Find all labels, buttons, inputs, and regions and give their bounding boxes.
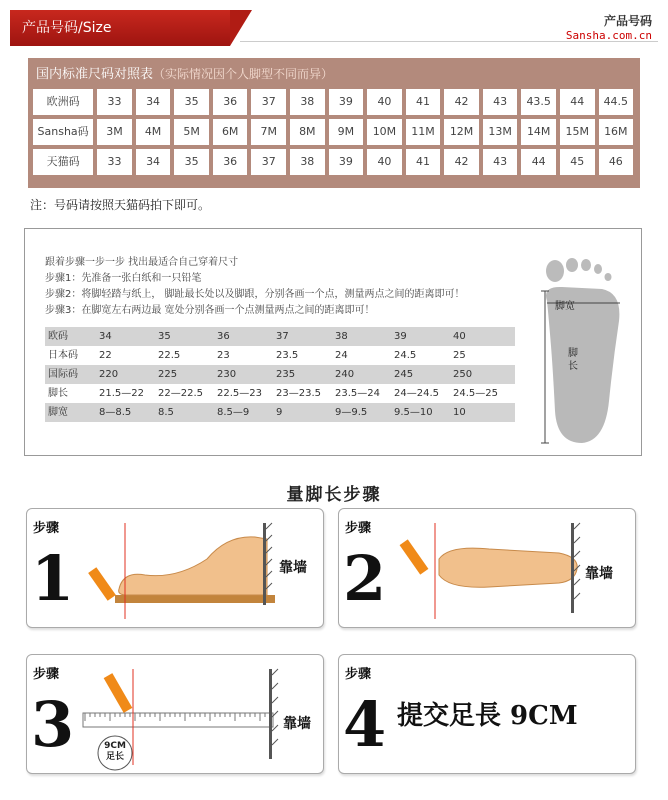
size-cell: 35: [173, 88, 210, 116]
foot-size-cell: 35: [158, 331, 171, 342]
size-cell: 35: [173, 148, 210, 176]
steps-title: 量脚长步骤: [286, 485, 382, 505]
size-cell: 5M: [173, 118, 210, 146]
size-cell: 41: [405, 148, 442, 176]
size-cell: 39: [328, 148, 365, 176]
size-cell: 11M: [405, 118, 442, 146]
foot-size-cell: 37: [276, 331, 289, 342]
size-cell: 43: [482, 88, 519, 116]
foot-size-cell: 23: [217, 350, 230, 361]
foot-size-row: [45, 327, 515, 346]
size-cell: 33: [96, 148, 133, 176]
foot-size-cell: 220: [99, 369, 119, 380]
size-cell: 4M: [135, 118, 172, 146]
size-row: [32, 88, 636, 116]
step-3-number: 3: [31, 688, 75, 761]
foot-size-cell: 240: [335, 369, 355, 380]
foot-size-row: [45, 384, 515, 403]
foot-size-row-label: 日本码: [48, 350, 78, 361]
size-cell: 13M: [482, 118, 519, 146]
foot-size-cell: 225: [158, 369, 178, 380]
foot-size-cell: 24.5—25: [453, 388, 498, 399]
size-row-label: 天猫码: [32, 148, 94, 176]
foot-size-row-label: 脚宽: [48, 407, 68, 418]
size-note: 注：号码请按照天猫码拍下即可。: [30, 198, 211, 212]
brand-block: [566, 12, 652, 42]
instruction-line: 步骤1：先准备一张白纸和一只铅笔: [45, 273, 202, 284]
size-cell: 16M: [598, 118, 635, 146]
size-cell: 42: [443, 88, 480, 116]
foot-size-row-label: 国际码: [48, 369, 78, 380]
foot-size-cell: 39: [394, 331, 407, 342]
size-cell: 39: [328, 88, 365, 116]
foot-size-cell: 25: [453, 350, 466, 361]
step-3-badge: [103, 741, 127, 763]
size-cell: 3M: [96, 118, 133, 146]
foot-size-cell: 8.5—9: [217, 407, 250, 418]
step-4-card: [338, 654, 636, 774]
foot-size-cell: 22.5: [158, 350, 181, 361]
step-3-label: 步骤: [33, 667, 60, 682]
measure-instructions: [45, 255, 465, 319]
foot-size-cell: 9: [276, 407, 283, 418]
step-1-wall-label: 靠墙: [279, 560, 307, 576]
foot-size-cell: 22: [99, 350, 112, 361]
foot-size-cell: 10: [453, 407, 466, 418]
size-cell: 10M: [366, 118, 403, 146]
instruction-line: 步骤3：在脚宽左右两边最 宽处分别各画一个点测量两点之间的距离即可！: [45, 305, 375, 316]
step-2-label: 步骤: [345, 521, 372, 536]
size-chart-rows: [32, 88, 636, 176]
instruction-line: 跟着步骤一步一步 找出最适合自己穿着尺寸: [45, 257, 239, 268]
step-2-wall-label: 靠墙: [585, 566, 613, 582]
size-cell: 44: [559, 88, 596, 116]
size-cell: 34: [135, 148, 172, 176]
size-cell: 37: [250, 88, 287, 116]
step-2-number: 2: [343, 542, 387, 615]
brand-title: 产品号码: [603, 14, 652, 28]
size-cell: 8M: [289, 118, 326, 146]
brand-site: Sansha.com.cn: [565, 29, 652, 42]
size-cell: 42: [443, 148, 480, 176]
size-chart-title: [32, 62, 636, 88]
measure-guide: [24, 228, 642, 456]
foot-size-row: [45, 403, 515, 422]
foot-size-table: [45, 327, 515, 422]
foot-size-cell: 24: [335, 350, 348, 361]
foot-size-row: [45, 365, 515, 384]
size-chart-heading: 国内标准尺码对照表: [36, 67, 154, 82]
foot-size-cell: 21.5—22: [99, 388, 144, 399]
size-cell: 40: [366, 88, 403, 116]
foot-size-row-label: 欧码: [48, 331, 68, 342]
size-cell: 41: [405, 88, 442, 116]
foot-size-cell: 23—23.5: [276, 388, 321, 399]
step-3-card: [26, 654, 324, 774]
foot-size-cell: 9—9.5: [335, 407, 368, 418]
page-header: [0, 10, 668, 46]
size-cell: 38: [289, 88, 326, 116]
size-row-label: 欧洲码: [32, 88, 94, 116]
size-cell: 37: [250, 148, 287, 176]
foot-size-cell: 38: [335, 331, 348, 342]
section-title: 产品号码/Size: [10, 10, 230, 46]
foot-size-cell: 22—22.5: [158, 388, 203, 399]
step-1-label: 步骤: [33, 521, 60, 536]
size-cell: 14M: [520, 118, 557, 146]
foot-outline-icon: [527, 251, 637, 451]
step-1-card: [26, 508, 324, 628]
size-cell: 40: [366, 148, 403, 176]
size-cell: 38: [289, 148, 326, 176]
size-cell: 36: [212, 148, 249, 176]
step-4-number: 4: [343, 688, 387, 761]
foot-size-cell: 36: [217, 331, 230, 342]
size-row: [32, 118, 636, 146]
size-row-label: Sansha码: [32, 118, 94, 146]
size-cell: 7M: [250, 118, 287, 146]
size-cell: 44.5: [598, 88, 635, 116]
size-cell: 46: [598, 148, 635, 176]
step-3-wall-label: 靠墙: [283, 716, 311, 732]
foot-size-cell: 24—24.5: [394, 388, 439, 399]
size-cell: 43.5: [520, 88, 557, 116]
size-cell: 36: [212, 88, 249, 116]
step-4-label: 步骤: [345, 667, 372, 682]
size-chart: [28, 58, 640, 188]
step-4-text: 提交足長 9CM: [397, 701, 578, 731]
foot-length-label: 脚长: [568, 348, 578, 372]
foot-size-cell: 250: [453, 369, 473, 380]
foot-size-cell: 22.5—23: [217, 388, 262, 399]
size-cell: 44: [520, 148, 557, 176]
size-row: [32, 148, 636, 176]
instruction-line: 步骤2：将脚轻踏与纸上， 脚趾最长处以及脚跟，分别各画一个点，测量两点之间的距离即可！: [45, 289, 465, 300]
size-cell: 45: [559, 148, 596, 176]
foot-size-cell: 23.5: [276, 350, 299, 361]
foot-size-cell: 9.5—10: [394, 407, 433, 418]
foot-size-cell: 34: [99, 331, 112, 342]
foot-size-row: [45, 346, 515, 365]
size-cell: 43: [482, 148, 519, 176]
foot-size-cell: 245: [394, 369, 414, 380]
foot-size-row-label: 脚长: [48, 388, 68, 399]
foot-size-cell: 235: [276, 369, 296, 380]
size-cell: 33: [96, 88, 133, 116]
size-cell: 34: [135, 88, 172, 116]
size-cell: 15M: [559, 118, 596, 146]
foot-size-cell: 8—8.5: [99, 407, 132, 418]
step-1-number: 1: [31, 542, 75, 615]
step-2-card: [338, 508, 636, 628]
foot-size-cell: 23.5—24: [335, 388, 380, 399]
size-cell: 9M: [328, 118, 365, 146]
foot-size-cell: 24.5: [394, 350, 417, 361]
size-cell: 6M: [212, 118, 249, 146]
foot-size-cell: 230: [217, 369, 237, 380]
foot-size-cell: 8.5: [158, 407, 174, 418]
step-3-badge-size: 9CM: [104, 741, 126, 751]
size-cell: 12M: [443, 118, 480, 146]
foot-width-label: 脚宽: [555, 301, 575, 312]
step-3-badge-caption: 足长: [105, 752, 124, 762]
foot-size-cell: 40: [453, 331, 466, 342]
size-chart-subtitle: （实际情况因个人脚型不同而异）: [153, 67, 334, 81]
